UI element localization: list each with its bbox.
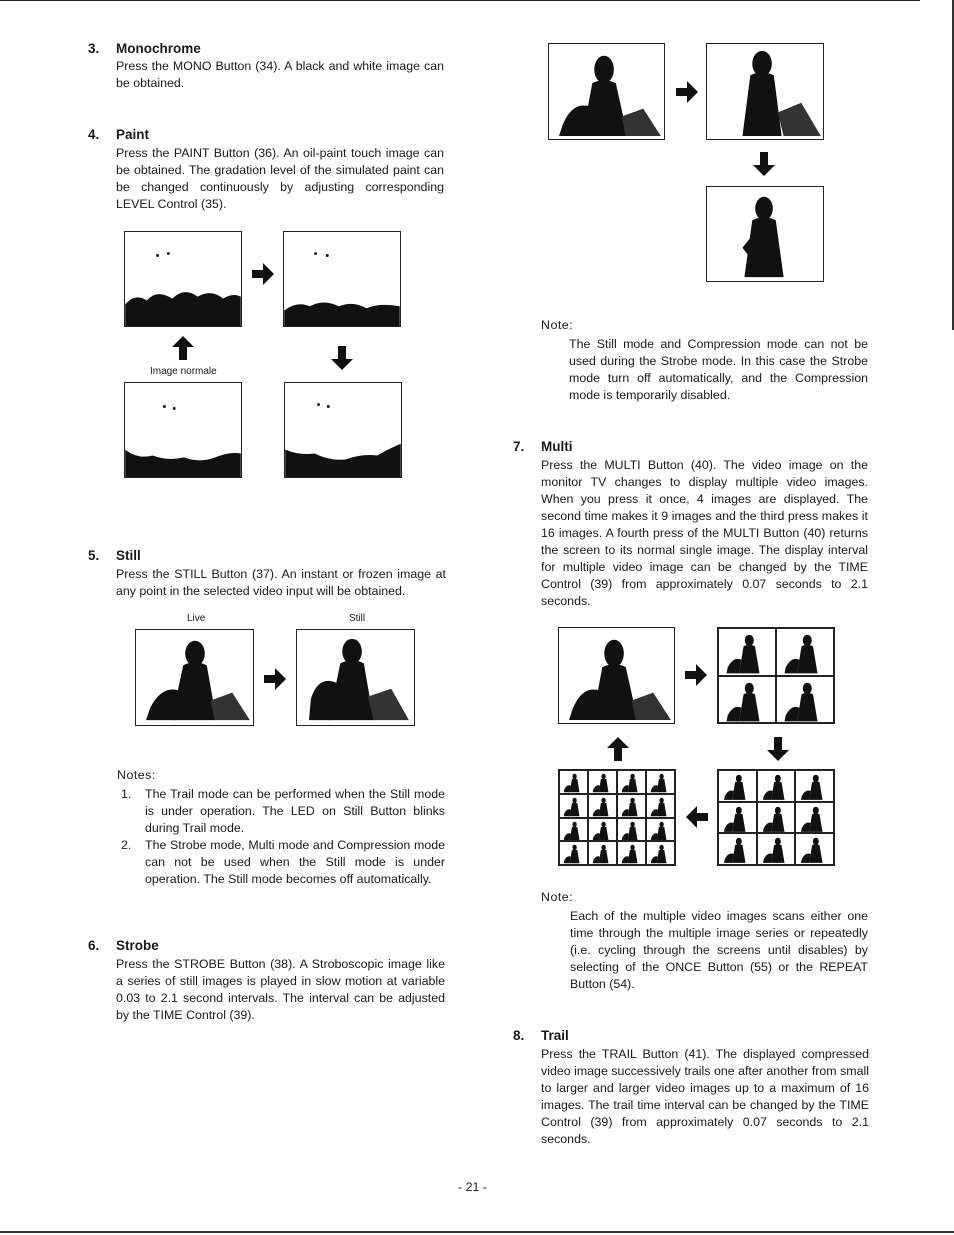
label-still: Still (349, 613, 366, 624)
grid-cell (718, 833, 757, 865)
multi-grid-4 (717, 627, 835, 724)
body-strobe: Press the STROBE Button (38). A Stroboscopic image like a series of still images is played in slow motion at variable 0.03 to 2.1 second intervals. The interval can be adjusted by the TIME Control (39). (116, 957, 445, 1022)
section-title: Strobe (116, 938, 159, 953)
heading-strobe (88, 938, 159, 953)
dancer-image (559, 628, 674, 723)
dancer-thumbnail (758, 834, 795, 864)
dancer-thumbnail (647, 771, 674, 793)
still-frame-live (135, 629, 254, 726)
arrow-up-icon (605, 735, 631, 763)
dancer-thumbnail (589, 795, 616, 817)
bottom-rule (0, 1231, 954, 1233)
dancer-thumbnail (647, 795, 674, 817)
section-number: 5. (88, 548, 100, 563)
dancer-image (549, 44, 664, 139)
multi-grid-9 (717, 769, 835, 866)
dancer-thumbnail (618, 795, 645, 817)
cloud-image (125, 383, 241, 477)
grid-cell (646, 841, 675, 865)
dancer-image (297, 630, 414, 725)
grid-cell (757, 802, 796, 834)
paint-frame-normal (124, 231, 242, 327)
still-frame-frozen (296, 629, 415, 726)
section-number: 6. (88, 938, 100, 953)
grid-cell (776, 628, 834, 676)
grid-cell (588, 770, 617, 794)
dancer-thumbnail (719, 834, 756, 864)
grid-cell (559, 770, 588, 794)
cloud-image (285, 383, 401, 477)
grid-cell (617, 818, 646, 842)
grid-cell (718, 676, 776, 724)
dancer-thumbnail (777, 677, 833, 723)
arrow-right-icon (262, 666, 288, 692)
grid-cell (559, 794, 588, 818)
multi-note: Each of the multiple video images scans either one time through the multiple image series or repeatedly (i.e. cycling through the screens until disables) by selecting of the ONCE Button (55) or the REPEAT Button (54). (570, 909, 868, 991)
label-live: Live (187, 613, 206, 624)
dancer-thumbnail (560, 771, 587, 793)
heading-still (88, 548, 141, 563)
arrow-right-icon (250, 261, 276, 287)
body-trail: Press the TRAIL Button (41). The displayed compressed video image successively trails one after another from small to larger and larger video images up to a maximum of 16 images. The trail time interval can be changed by the TIME Control (39) from approximately 0.07 seconds to 2.1 seconds. (541, 1047, 869, 1146)
grid-cell (795, 833, 834, 865)
arrow-down-icon (751, 150, 777, 178)
dancer-thumbnail (618, 771, 645, 793)
strobe-frame-2 (706, 43, 824, 140)
section-number: 7. (513, 439, 525, 454)
note-text: The Trail mode can be performed when the Still mode is under operation. The LED on Still Button blinks during Trail mode. (145, 787, 445, 835)
grid-cell (588, 841, 617, 865)
dancer-thumbnail (647, 819, 674, 841)
strobe-frame-3 (706, 186, 824, 282)
dancer-thumbnail (719, 677, 775, 723)
grid-cell (617, 770, 646, 794)
dancer-thumbnail (758, 771, 795, 801)
grid-cell (559, 818, 588, 842)
body-multi: Press the MULTI Button (40). The video image on the monitor TV changes to display multiple video images. When you press it once, 4 images are displayed. The second time makes it 9 images and the third press makes it 16 images. A fourth press of the MULTI Button (40) returns the screen to its normal single image. The display interval for multiple video image can be changed by the TIME Control (39) from approximately 0.07 seconds to 2.1 seconds. (541, 458, 868, 608)
dancer-thumbnail (589, 771, 616, 793)
paint-frame-level-2 (284, 382, 402, 478)
dancer-thumbnail (589, 842, 616, 864)
list-item (116, 837, 445, 888)
dancer-thumbnail (618, 842, 645, 864)
dancer-thumbnail (719, 771, 756, 801)
section-title: Paint (116, 127, 150, 142)
section-number: 8. (513, 1028, 525, 1043)
strobe-frame-1 (548, 43, 665, 140)
paint-frame-level-1 (124, 382, 242, 478)
body-monochrome: Press the MONO Button (34). A black and white image can be obtained. (116, 59, 444, 90)
cloud-image (284, 232, 400, 326)
arrow-right-icon (674, 79, 700, 105)
grid-cell (646, 770, 675, 794)
grid-cell (646, 818, 675, 842)
note-text: The Strobe mode, Multi mode and Compression mode can not be used when the Still mode is under operation. The Still mode becomes off automatically. (145, 838, 445, 886)
top-rule (0, 0, 920, 1)
dancer-thumbnail (647, 842, 674, 864)
paint-frame-painted (283, 231, 401, 327)
grid-cell (795, 770, 834, 802)
section-number: 4. (88, 127, 100, 142)
arrow-right-icon (683, 662, 709, 688)
section-title: Monochrome (116, 41, 201, 56)
dancer-thumbnail (560, 819, 587, 841)
dancer-thumbnail (796, 834, 833, 864)
dancer-thumbnail (560, 842, 587, 864)
grid-cell (776, 676, 834, 724)
dancer-thumbnail (777, 629, 833, 675)
grid-cell (757, 770, 796, 802)
strobe-note: The Still mode and Compression mode can not be used during the Strobe mode. In this case the Strobe mode turn off automatically, and the Compression mode is temporarily disabled. (569, 337, 868, 402)
multi-grid-16 (558, 769, 676, 866)
section-title: Still (116, 548, 141, 563)
cloud-image (125, 232, 241, 326)
dancer-thumbnail (719, 803, 756, 833)
dancer-thumbnail (618, 819, 645, 841)
section-title: Multi (541, 439, 573, 454)
strobe-note-label: Note: (541, 318, 574, 332)
arrow-down-icon (765, 735, 791, 763)
grid-cell (646, 794, 675, 818)
grid-cell (559, 841, 588, 865)
arrow-up-icon (170, 334, 196, 362)
page-number: - 21 - (458, 1180, 487, 1194)
dancer-thumbnail (589, 819, 616, 841)
grid-cell (617, 841, 646, 865)
caption-image-normale: Image normale (150, 366, 217, 377)
list-item (116, 786, 445, 837)
grid-cell (617, 794, 646, 818)
note-number: 1. (121, 787, 132, 801)
grid-cell (757, 833, 796, 865)
dancer-thumbnail (796, 803, 833, 833)
section-number: 3. (88, 41, 100, 56)
note-number: 2. (121, 838, 132, 852)
dancer-image (136, 630, 253, 725)
still-notes-list (116, 786, 445, 888)
dancer-image (707, 44, 823, 139)
dancer-thumbnail (796, 771, 833, 801)
grid-cell (588, 818, 617, 842)
body-still: Press the STILL Button (37). An instant or frozen image at any point in the selected video input will be obtained. (116, 567, 446, 598)
arrow-down-icon (329, 344, 355, 372)
heading-paint (88, 127, 149, 142)
grid-cell (718, 628, 776, 676)
heading-monochrome (88, 41, 201, 56)
grid-cell (718, 770, 757, 802)
still-notes-label: Notes: (117, 768, 156, 782)
body-paint: Press the PAINT Button (36). An oil-paint touch image can be obtained. The gradation level of the simulated paint can be changed continuously by adjusting corresponding LEVEL Control (35). (116, 146, 444, 211)
dancer-thumbnail (758, 803, 795, 833)
section-title: Trail (541, 1028, 569, 1043)
heading-trail (513, 1028, 569, 1043)
grid-cell (795, 802, 834, 834)
dancer-thumbnail (560, 795, 587, 817)
multi-note-label: Note: (541, 890, 574, 904)
heading-multi (513, 439, 573, 454)
arrow-left-icon (684, 804, 710, 830)
dancer-thumbnail (719, 629, 775, 675)
grid-cell (588, 794, 617, 818)
multi-frame-single (558, 627, 675, 724)
dancer-image (707, 187, 823, 281)
grid-cell (718, 802, 757, 834)
